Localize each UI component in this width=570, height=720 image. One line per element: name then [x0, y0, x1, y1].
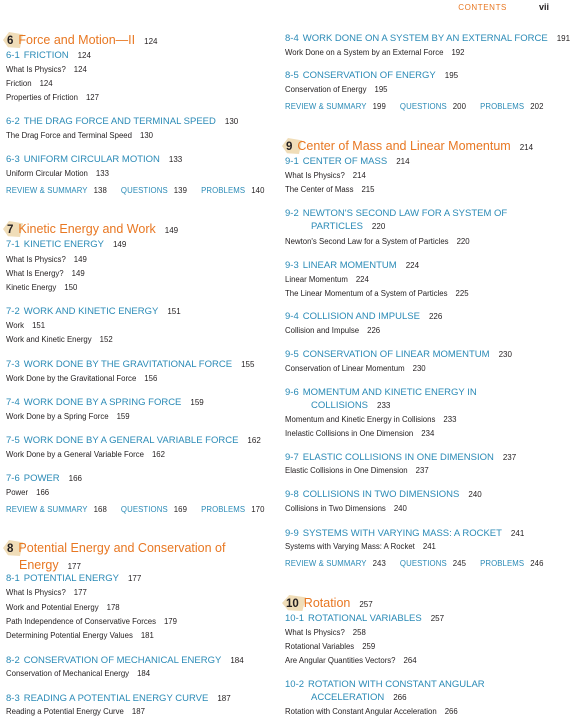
chapter-title: Kinetic Energy and Work — [18, 222, 156, 236]
toc-entry[interactable]: Determining Potential Energy Values 181 — [6, 631, 154, 640]
chapter-number: 9 — [285, 139, 295, 155]
section-page: 124 — [77, 51, 91, 60]
chapter-title: Center of Mass and Linear Momentum — [297, 139, 511, 153]
section-10-2[interactable]: 10-2 ROTATION WITH CONSTANT ANGULAR ACCELERATION 266 — [285, 679, 485, 703]
toc-entry[interactable]: Are Angular Quantities Vectors? 264 — [285, 656, 417, 665]
toc-entry[interactable]: Work Done by the Gravitational Force 156 — [6, 374, 158, 383]
chapter-number: 10 — [285, 596, 302, 612]
chapter-7-heading[interactable]: 7 Kinetic Energy and Work 149 — [6, 221, 274, 239]
toc-entry[interactable]: Power 166 — [6, 488, 50, 497]
section-title: ELASTIC COLLISIONS IN ONE DIMENSION — [302, 452, 494, 463]
section-7-4[interactable]: 7-4 WORK DONE BY A SPRING FORCE 159 — [6, 397, 204, 408]
chapter-10-heading[interactable]: 10 Rotation 257 — [285, 595, 553, 613]
section-9-8[interactable]: 9-8 COLLISIONS IN TWO DIMENSIONS 240 — [285, 489, 482, 500]
roman-page-number: vii — [538, 2, 549, 12]
review-summary-link[interactable]: REVIEW & SUMMARY — [6, 186, 88, 195]
toc-entry[interactable]: Elastic Collisions in One Dimension 237 — [285, 466, 429, 475]
section-title: WORK DONE ON A SYSTEM BY AN EXTERNAL FORCE — [302, 33, 548, 44]
section-title: CONSERVATION OF ENERGY — [302, 70, 436, 81]
toc-entry[interactable]: The Linear Momentum of a System of Particles 225 — [285, 289, 469, 298]
problems-link[interactable]: PROBLEMS — [480, 559, 525, 568]
section-8-4[interactable]: 8-4 WORK DONE ON A SYSTEM BY AN EXTERNAL FORCE 191 — [285, 33, 570, 44]
section-title: POWER — [23, 473, 60, 484]
questions-link[interactable]: QUESTIONS — [399, 559, 447, 568]
chapter-title: Rotation — [303, 596, 351, 610]
chapter-number: 8 — [6, 541, 16, 557]
section-title-line2: COLLISIONS — [311, 400, 369, 411]
toc-entry[interactable]: What Is Physics? 149 — [6, 255, 87, 264]
section-6-2[interactable]: 6-2 THE DRAG FORCE AND TERMINAL SPEED 130 — [6, 116, 239, 127]
review-row-ch7: REVIEW & SUMMARY 168 QUESTIONS 169 PROBLEMS 170 — [6, 505, 265, 514]
review-summary-link[interactable]: REVIEW & SUMMARY — [285, 102, 367, 111]
section-9-6[interactable]: 9-6 MOMENTUM AND KINETIC ENERGY IN COLLISIONS 233 — [285, 387, 477, 411]
section-8-5[interactable]: 8-5 CONSERVATION OF ENERGY 195 — [285, 70, 459, 81]
section-title: CONSERVATION OF LINEAR MOMENTUM — [302, 349, 490, 360]
toc-entry[interactable]: Systems with Varying Mass: A Rocket 241 — [285, 542, 436, 551]
toc-entry[interactable]: Work and Potential Energy 178 — [6, 603, 120, 612]
section-title: COLLISION AND IMPULSE — [302, 311, 420, 322]
questions-link[interactable]: QUESTIONS — [120, 186, 168, 195]
section-9-9[interactable]: 9-9 SYSTEMS WITH VARYING MASS: A ROCKET 241 — [285, 528, 525, 539]
running-header-label: CONTENTS — [458, 3, 507, 12]
chapter-9-heading[interactable]: 9 Center of Mass and Linear Momentum 214 — [285, 138, 553, 156]
toc-entry[interactable]: Work Done by a Spring Force 159 — [6, 412, 130, 421]
review-summary-link[interactable]: REVIEW & SUMMARY — [6, 505, 88, 514]
section-title: WORK DONE BY A GENERAL VARIABLE FORCE — [23, 435, 239, 446]
problems-link[interactable]: PROBLEMS — [201, 505, 246, 514]
toc-entry[interactable]: What Is Physics? 214 — [285, 171, 366, 180]
section-8-3[interactable]: 8-3 READING A POTENTIAL ENERGY CURVE 187 — [6, 693, 231, 704]
toc-entry[interactable]: What Is Physics? 258 — [285, 628, 366, 637]
toc-entry[interactable]: Conservation of Linear Momentum 230 — [285, 364, 426, 373]
toc-entry[interactable]: Rotation with Constant Angular Acceleration 266 — [285, 707, 458, 716]
toc-entry[interactable]: Kinetic Energy 150 — [6, 283, 78, 292]
toc-entry[interactable]: Collision and Impulse 226 — [285, 326, 381, 335]
section-title: WORK AND KINETIC ENERGY — [23, 306, 159, 317]
section-title: WORK DONE BY A SPRING FORCE — [23, 397, 182, 408]
toc-entry[interactable]: Work Done by a General Variable Force 162 — [6, 450, 165, 459]
chapter-title-line2: Energy — [19, 558, 59, 572]
toc-entry[interactable]: Path Independence of Conservative Forces 179 — [6, 617, 177, 626]
section-7-5[interactable]: 7-5 WORK DONE BY A GENERAL VARIABLE FORCE 162 — [6, 435, 261, 446]
section-title: UNIFORM CIRCULAR MOTION — [23, 154, 160, 165]
section-title-line1: NEWTON'S SECOND LAW FOR A SYSTEM OF — [302, 208, 508, 219]
review-row-ch9: REVIEW & SUMMARY 243 QUESTIONS 245 PROBLEMS 246 — [285, 559, 544, 568]
chapter-title: Force and Motion—II — [18, 33, 136, 47]
section-7-2[interactable]: 7-2 WORK AND KINETIC ENERGY 151 — [6, 306, 181, 317]
review-summary-link[interactable]: REVIEW & SUMMARY — [285, 559, 367, 568]
section-code: 6-1 — [6, 50, 20, 61]
chapter-6-heading[interactable] — [6, 32, 274, 50]
section-6-1[interactable] — [6, 49, 274, 62]
section-9-4[interactable]: 9-4 COLLISION AND IMPULSE 226 — [285, 311, 443, 322]
section-9-2[interactable]: 9-2 NEWTON'S SECOND LAW FOR A SYSTEM OF PARTICLES 220 — [285, 208, 508, 232]
section-title: THE DRAG FORCE AND TERMINAL SPEED — [23, 116, 216, 127]
section-title: KINETIC ENERGY — [23, 239, 104, 250]
section-9-5[interactable]: 9-5 CONSERVATION OF LINEAR MOMENTUM 230 — [285, 349, 512, 360]
toc-entry[interactable]: What Is Physics? 124 — [6, 65, 87, 74]
problems-link[interactable]: PROBLEMS — [480, 102, 525, 111]
section-10-1[interactable]: 10-1 ROTATIONAL VARIABLES 257 — [285, 613, 445, 624]
toc-entry[interactable]: Properties of Friction 127 — [6, 93, 99, 102]
section-title: COLLISIONS IN TWO DIMENSIONS — [302, 489, 460, 500]
chapter-title-line1: Potential Energy and Conservation of — [18, 541, 226, 555]
toc-entry[interactable]: Uniform Circular Motion 133 — [6, 169, 109, 178]
section-9-1[interactable]: 9-1 CENTER OF MASS 214 — [285, 156, 410, 167]
review-row-ch6: REVIEW & SUMMARY 138 QUESTIONS 139 PROBLEMS 140 — [6, 186, 265, 195]
section-title: WORK DONE BY THE GRAVITATIONAL FORCE — [23, 359, 233, 370]
toc-entry[interactable]: Collisions in Two Dimensions 240 — [285, 504, 407, 513]
chapter-number: 6 — [6, 33, 16, 49]
problems-link[interactable]: PROBLEMS — [201, 186, 246, 195]
toc-entry[interactable]: The Drag Force and Terminal Speed 130 — [6, 131, 153, 140]
section-8-2[interactable]: 8-2 CONSERVATION OF MECHANICAL ENERGY 184 — [6, 655, 244, 666]
review-row-ch8: REVIEW & SUMMARY 199 QUESTIONS 200 PROBLEMS 202 — [285, 102, 544, 111]
chapter-number: 7 — [6, 222, 16, 238]
section-title: LINEAR MOMENTUM — [302, 260, 397, 271]
section-title: ROTATIONAL VARIABLES — [308, 613, 422, 624]
chapter-8-heading[interactable]: 8 Potential Energy and Conservation of Energy 177 — [6, 540, 274, 575]
toc-entry[interactable]: Reading a Potential Energy Curve 187 — [6, 707, 145, 716]
section-title-line1: ROTATION WITH CONSTANT ANGULAR — [308, 679, 485, 690]
toc-entry[interactable]: Linear Momentum 224 — [285, 275, 369, 284]
toc-entry[interactable]: Conservation of Energy 195 — [285, 85, 388, 94]
section-9-7[interactable]: 9-7 ELASTIC COLLISIONS IN ONE DIMENSION 237 — [285, 452, 517, 463]
toc-entry[interactable]: Rotational Variables 259 — [285, 642, 376, 651]
toc-entry[interactable]: The Center of Mass 215 — [285, 185, 375, 194]
section-title-line2: PARTICLES — [311, 221, 363, 232]
section-6-3[interactable]: 6-3 UNIFORM CIRCULAR MOTION 133 — [6, 154, 183, 165]
questions-link[interactable]: QUESTIONS — [120, 505, 168, 514]
toc-entry[interactable]: Friction 124 — [6, 79, 53, 88]
chapter-page: 124 — [144, 37, 158, 46]
section-title: CENTER OF MASS — [302, 156, 388, 167]
section-title: FRICTION — [23, 50, 69, 61]
section-7-6[interactable]: 7-6 POWER 166 — [6, 473, 82, 484]
toc-entry[interactable]: What Is Physics? 177 — [6, 588, 87, 597]
toc-entry[interactable]: Momentum and Kinetic Energy in Collisions 233 — [285, 415, 457, 424]
section-title-line1: MOMENTUM AND KINETIC ENERGY IN — [302, 387, 477, 398]
questions-link[interactable]: QUESTIONS — [399, 102, 447, 111]
toc-entry[interactable]: Inelastic Collisions in One Dimension 234 — [285, 429, 435, 438]
section-title: POTENTIAL ENERGY — [23, 573, 119, 584]
section-title: CONSERVATION OF MECHANICAL ENERGY — [23, 655, 222, 666]
section-7-1[interactable]: 7-1 KINETIC ENERGY 149 — [6, 239, 127, 250]
section-8-1[interactable]: 8-1 POTENTIAL ENERGY 177 — [6, 573, 142, 584]
section-title-line2: ACCELERATION — [311, 692, 385, 703]
toc-entry[interactable]: Work and Kinetic Energy 152 — [6, 335, 113, 344]
section-title: READING A POTENTIAL ENERGY CURVE — [23, 693, 209, 704]
section-7-3[interactable]: 7-3 WORK DONE BY THE GRAVITATIONAL FORCE 155 — [6, 359, 255, 370]
section-9-3[interactable]: 9-3 LINEAR MOMENTUM 224 — [285, 260, 420, 271]
toc-entry[interactable]: Conservation of Mechanical Energy 184 — [6, 669, 151, 678]
toc-entry[interactable]: Work Done on a System by an External Force 192 — [285, 48, 465, 57]
toc-entry[interactable]: What Is Energy? 149 — [6, 269, 85, 278]
section-title: SYSTEMS WITH VARYING MASS: A ROCKET — [302, 528, 502, 539]
page-header — [0, 0, 557, 17]
toc-entry[interactable]: Work 151 — [6, 321, 46, 330]
toc-entry[interactable]: Newton's Second Law for a System of Particles 220 — [285, 237, 470, 246]
